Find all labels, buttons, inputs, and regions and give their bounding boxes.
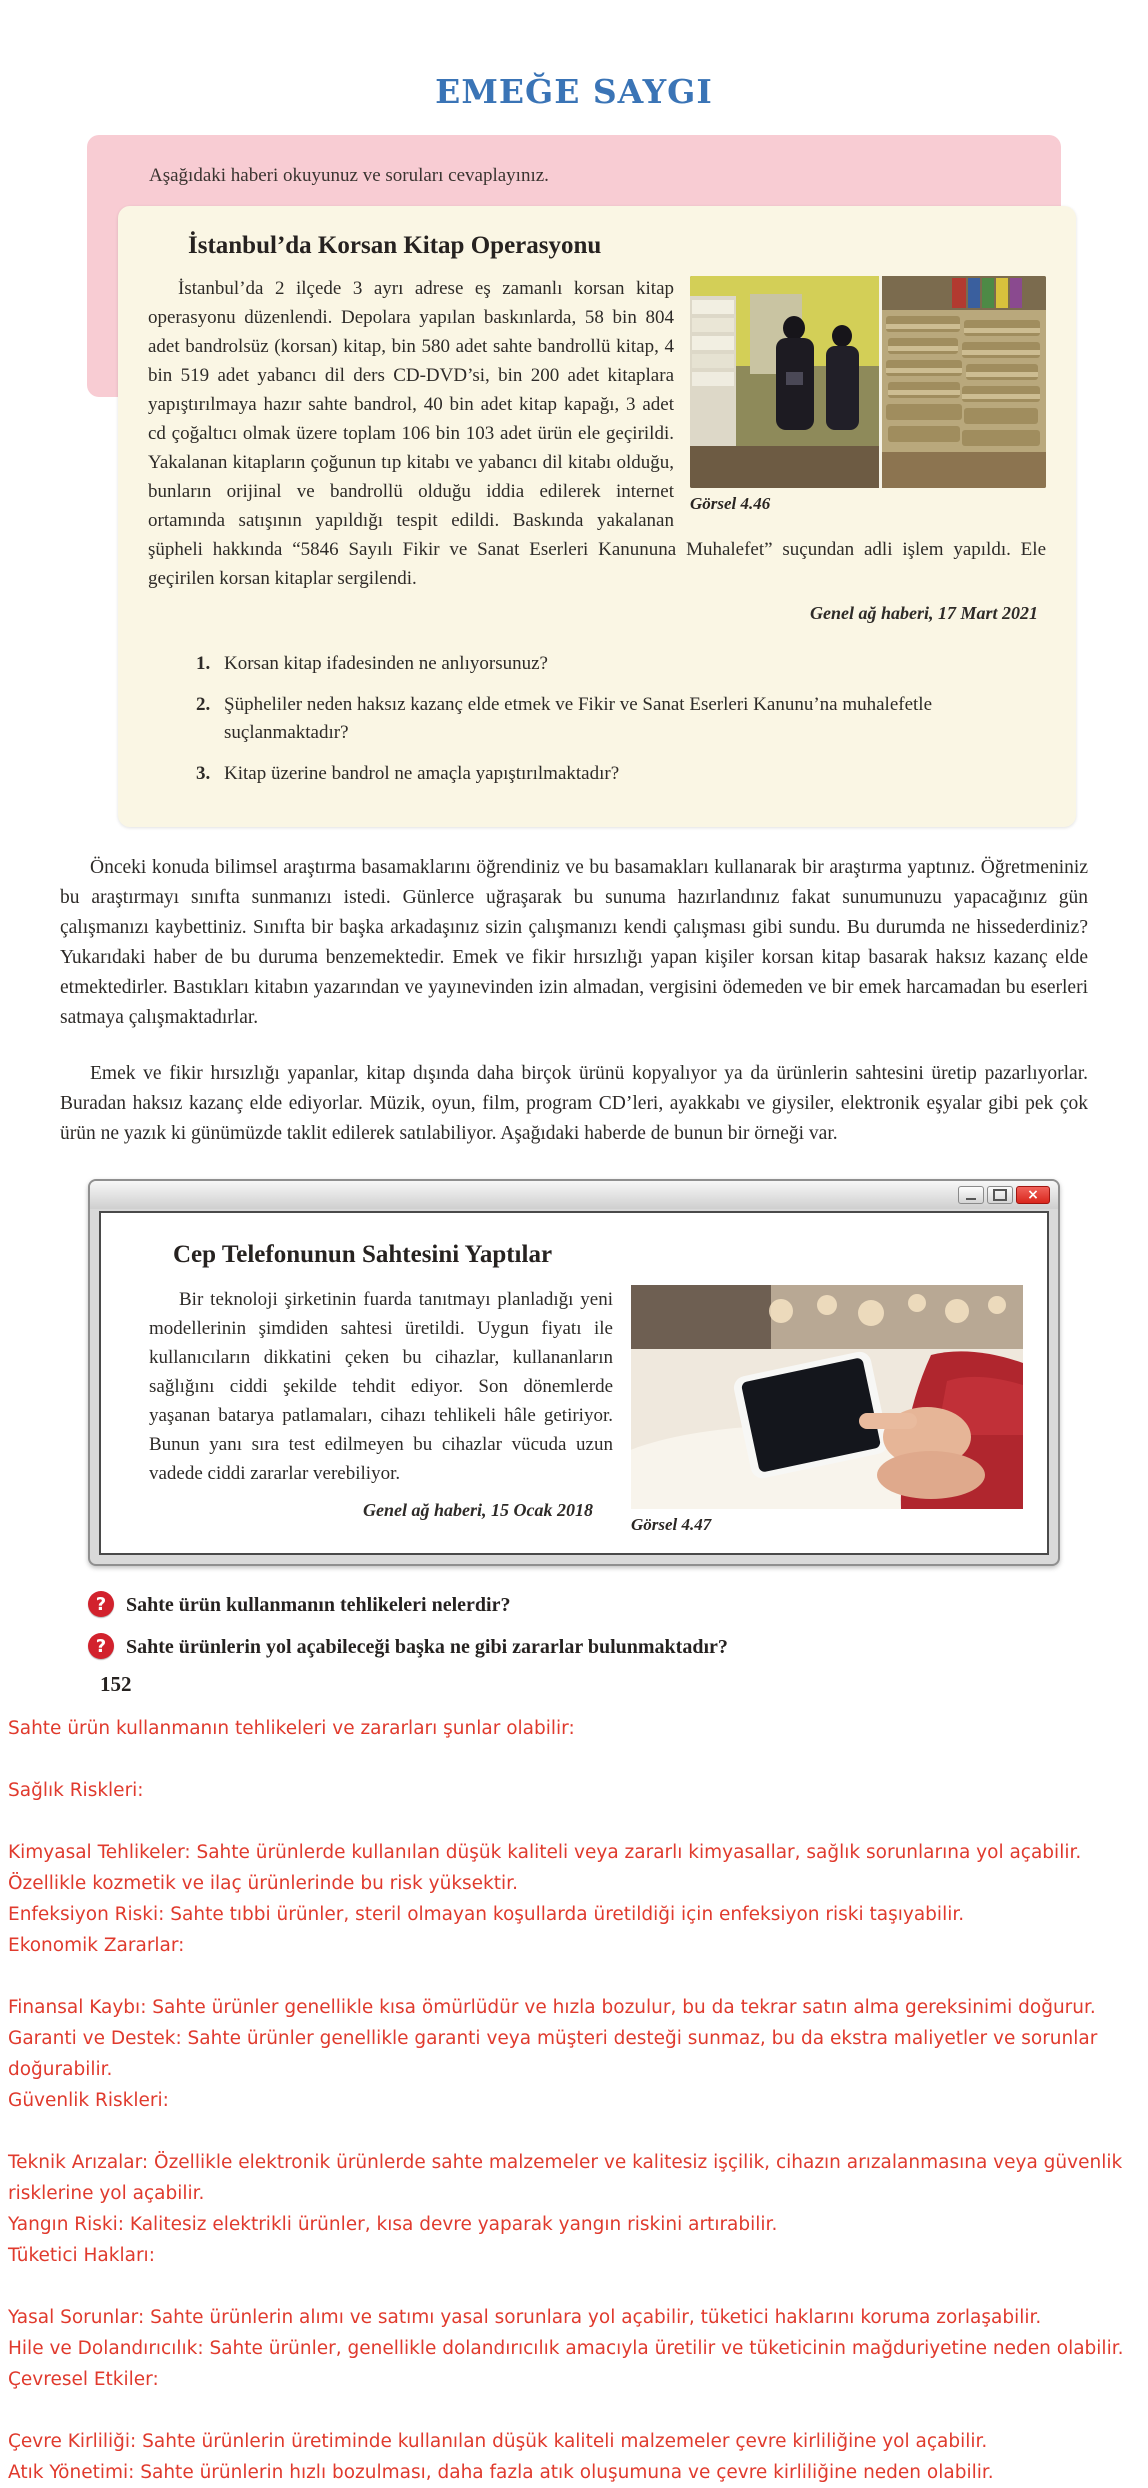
news1-source: Genel ağ haberi, 17 Mart 2021 (809, 603, 1038, 623)
discussion-question-text: Sahte ürünlerin yol açabileceği başka ne gibi zararlar bulunmaktadır? (126, 1636, 728, 1658)
body-paragraph-1: Önceki konuda bilimsel araştırma basamaklarını öğrendiniz ve bu basamakları kullanarak bir araştırma yaptınız. Öğretmeniniz bu araştırmayı sınıfta sunmanızı istedi. Günlerce uğraşarak bu sunuma hazırlandınız fakat sunumunuzu yapacağınız gün çalışmanızı kaybettiniz. Sınıfta bir başka arkadaşınız sizin çalışmanızı kendi çalışması gibi sundu. Bu durumda ne hissederdiniz? Yukarıdaki haber de bu duruma benzemektedir. Emek ve fikir hırsızlığı yapan kişiler korsan kitap basarak haksız kazanç elde etmektedirler. Bastıkları kitabın yazarından ve yayınevinden izin almadan, vergisini ödemeden ve bir emek harcamadan bu eserleri satmaya çalışmaktadırlar. (60, 857, 1088, 1028)
answer-item: Finansal Kaybı: Sahte ürünler genellikle kısa ömürlüdür ve hızla bozulur, bu da tekrar satın alma gereksinimi doğurur. (8, 1997, 1096, 2018)
question-number: 2. (196, 694, 211, 715)
browser-window (88, 1179, 1060, 1566)
answer-item: Atık Yönetimi: Sahte ürünlerin hızlı bozulması, daha fazla atık oluşumuna ve çevre kirliliğine neden olabilir. (8, 2462, 994, 2483)
answer-item: Yasal Sorunlar: Sahte ürünlerin alımı ve satımı yasal sorunlara yol açabilir, tüketici haklarını koruma zorlaşabilir. (8, 2307, 1042, 2328)
question-text: Kitap üzerine bandrol ne amaçla yapıştırılmaktadır? (224, 763, 620, 784)
window-content (99, 1211, 1049, 1555)
warehouse-raid-photo (690, 276, 1046, 488)
news-card-korsan-kitap (118, 206, 1076, 827)
news2-source: Genel ağ haberi, 15 Ocak 2018 (363, 1500, 593, 1520)
answer-item: Enfeksiyon Riski: Sahte tıbbi ürünler, steril olmayan koşullarda üretildiği için enfeksiyon riski taşıyabilir. (8, 1904, 965, 1925)
maximize-button-icon[interactable] (987, 1186, 1013, 1204)
question-mark-icon: ? (88, 1633, 114, 1659)
news2-image-caption: Görsel 4.47 (631, 1515, 712, 1534)
close-button-icon[interactable]: × (1016, 1186, 1050, 1204)
answer-item: Yangın Riski: Kalitesiz elektrikli ürünler, kısa devre yaparak yangın riskini artırabilir. (8, 2214, 778, 2235)
minimize-button-icon[interactable] (958, 1186, 984, 1204)
typed-answer-block (0, 1713, 1140, 2488)
textbook-page (0, 72, 1148, 2483)
answer-item: Teknik Arızalar: Özellikle elektronik ürünlerde sahte malzemeler ve kalitesiz işçilik, cihazın arızalanmasına veya güvenlik risklerine yol açabilir. (8, 2152, 1123, 2204)
question-item-2 (196, 691, 1046, 747)
news1-body: İstanbul’da 2 ilçede 3 ayrı adrese eş zamanlı korsan kitap operasyonu düzenlendi. Depolara yapılan baskınlarda, 58 bin 804 adet bandrolsüz (korsan) kitap, bin 580 adet sahte bandrollü kitap, 4 bin 519 adet yabancı dil ders CD-DVD’si, bin 200 adet kitaplara yapıştırılmaya hazır sahte bandrol, 40 bin adet kitap kapağı, 3 adet cd çoğaltıcı olmak üzere toplam 106 bin 103 adet ürün ele geçirildi. Yakalanan kitapların çoğunun tıp kitabı ve yabancı dil kitabı olduğu, bunların orijinal ve bandrollü olduğu iddia edilerek internet ortamında satışının yapıldığı tespit edildi. Baskında yakalanan şüpheli hakkında “5846 Sayılı Fikir ve Sanat Eserleri Kanununa Muhalefet” suçundan adli işlem yapıldı. Ele geçirilen korsan kitaplar sergilendi. (148, 278, 1046, 589)
answer-section-title: Tüketici Hakları: (8, 2245, 155, 2266)
body-paragraph-2: Emek ve fikir hırsızlığı yapanlar, kitap dışında daha birçok ürünü kopyalıyor ya da ürünlerin sahtesini üretip pazarlıyorlar. Buradan haksız kazanç elde ediyorlar. Müzik, oyun, film, program CD’leri, ayakkabı ve giysiler, elektronik eşyalar gibi pek çok ürün ne yazık ki günümüzde taklit edilerek satılabiliyor. Aşağıdaki haberde de bunun bir örneği var. (60, 1063, 1088, 1144)
activity-instruction: Aşağıdaki haberi okuyunuz ve soruları cevaplayınız. (149, 165, 549, 186)
answer-item: Hile ve Dolandırıcılık: Sahte ürünler, genellikle dolandırıcılık amacıyla üretilir ve tüketicinin mağduriyetine neden olabilir. (8, 2338, 1124, 2359)
news1-title: İstanbul’da Korsan Kitap Operasyonu (188, 232, 602, 259)
discussion-question-text: Sahte ürün kullanmanın tehlikeleri nelerdir? (126, 1594, 511, 1616)
question-number: 1. (196, 653, 211, 674)
discussion-question-row-1 (88, 1592, 1108, 1618)
page-number: 152 (100, 1672, 132, 1696)
page-title: EMEĞE SAYGI (435, 72, 713, 111)
news1-figure (690, 276, 1046, 514)
news2-figure (631, 1285, 1023, 1535)
answer-item: Kimyasal Tehlikeler: Sahte ürünlerde kullanılan düşük kaliteli veya zararlı kimyasallar, sağlık sorunlarına yol açabilir. Özellikle kozmetik ve ilaç ürünlerinde bu risk yüksektir. (8, 1842, 1082, 1894)
news2-title: Cep Telefonunun Sahtesini Yaptılar (173, 1241, 553, 1268)
answer-section-title: Çevresel Etkiler: (8, 2369, 159, 2390)
answer-section-title: Sağlık Riskleri: (8, 1780, 144, 1801)
answer-section-title: Ekonomik Zararlar: (8, 1935, 185, 1956)
news1-question-list (196, 650, 1046, 788)
answer-item: Garanti ve Destek: Sahte ürünler genellikle garanti veya müşteri desteği sunmaz, bu da ekstra maliyetler ve sorunlar doğurabilir. (8, 2028, 1098, 2080)
question-item-1 (196, 650, 1046, 678)
answer-section-title: Güvenlik Riskleri: (8, 2090, 169, 2111)
question-number: 3. (196, 763, 211, 784)
question-item-3 (196, 760, 1046, 788)
question-text: Şüpheliler neden haksız kazanç elde etmek ve Fikir ve Sanat Eserleri Kanunu’na muhalefetle suçlanmaktadır? (224, 694, 933, 743)
discussion-question-row-2 (88, 1634, 1108, 1660)
news2-body: Bir teknoloji şirketinin fuarda tanıtmayı planladığı yeni modellerinin şimdiden sahtesi üretildi. Uygun fiyatı ile kullanıcıların dikkatini çeken bu cihazlar, kullananların sağlığını ciddi şekilde tehdit ediyor. Son dönemlerde yaşanan batarya patlamaları, cihazı tehlikeli hâle getiriyor. Bunun yanı sıra test edilmeyen bu cihazlar vücuda uzun vadede ciddi zararlar verebiliyor. (149, 1289, 613, 1484)
answer-intro: Sahte ürün kullanmanın tehlikeleri ve zararları şunlar olabilir: (8, 1718, 575, 1739)
question-mark-icon: ? (88, 1591, 114, 1617)
question-text: Korsan kitap ifadesinden ne anlıyorsunuz? (224, 653, 548, 674)
answer-item: Çevre Kirliliği: Sahte ürünlerin üretiminde kullanılan düşük kaliteli malzemeler çevre kirliliğine yol açabilir. (8, 2431, 988, 2452)
fake-phone-photo (631, 1285, 1023, 1509)
news1-image-caption: Görsel 4.46 (690, 494, 771, 513)
activity-panel (87, 135, 1061, 827)
window-titlebar (90, 1181, 1058, 1209)
